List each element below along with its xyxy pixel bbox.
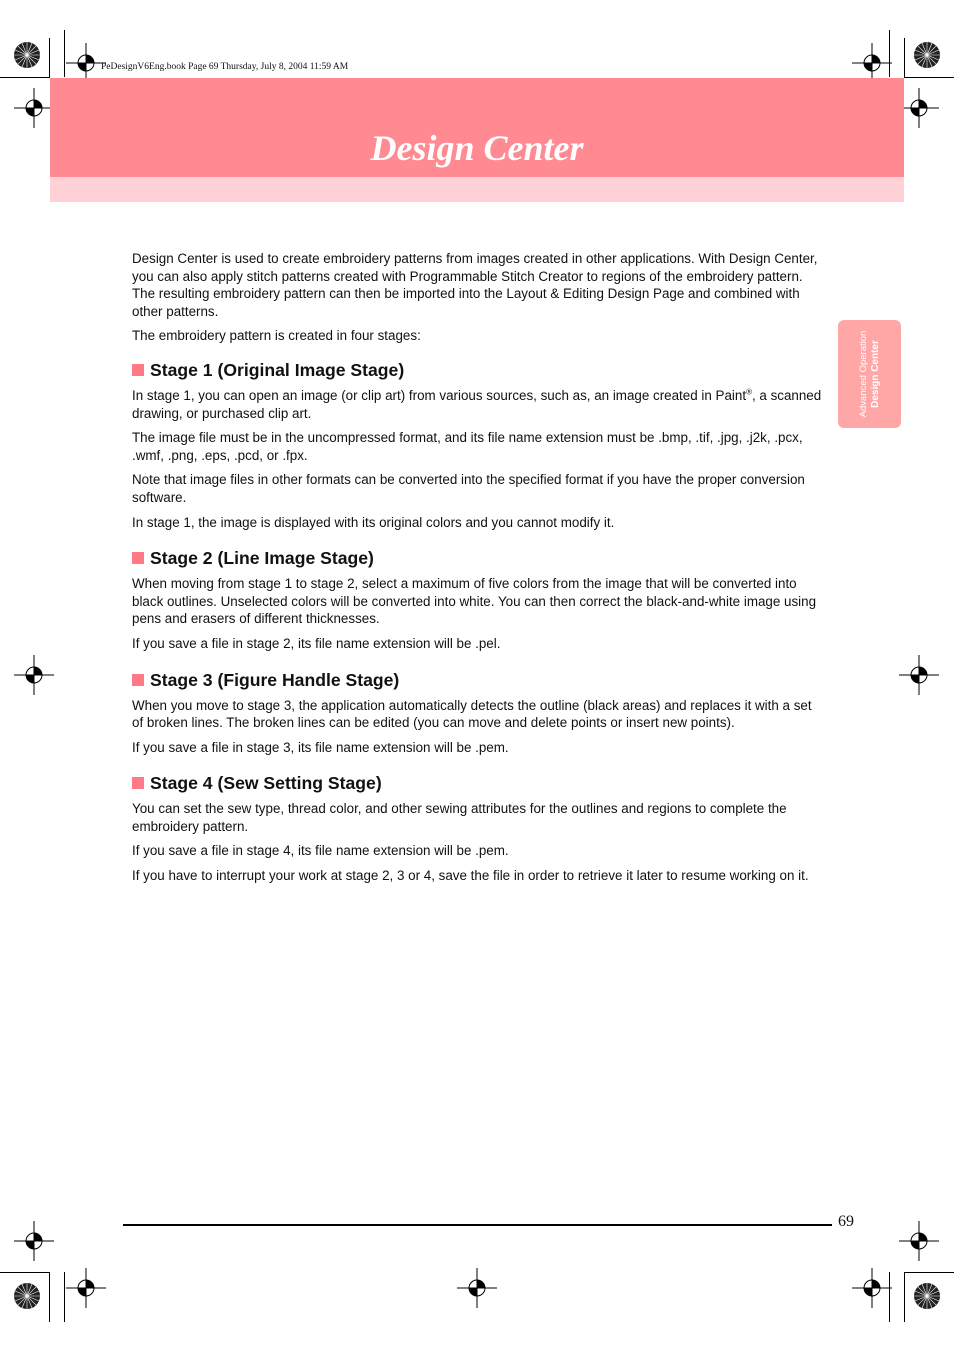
square-bullet-icon: [132, 777, 144, 789]
crosshair-target-icon: [14, 655, 54, 695]
heading-text: Stage 2 (Line Image Stage): [150, 548, 374, 569]
registered-mark: ®: [746, 387, 752, 397]
heading-text: Stage 3 (Figure Handle Stage): [150, 669, 400, 690]
intro-paragraph: The embroidery pattern is created in four stages:: [132, 328, 421, 344]
page-title: Design Center: [370, 128, 584, 168]
section-heading-stage2: [132, 547, 822, 569]
crosshair-target-icon: [66, 1268, 106, 1308]
radial-starburst-icon: [912, 1281, 942, 1311]
section-heading-stage4: [132, 772, 822, 794]
body-paragraph: When you move to stage 3, the application automatically detects the outline (black areas) and replaces it with a set of broken lines. The broken lines can be edited (you can move and delete points or insert new points).: [132, 697, 812, 731]
section-heading-stage3: [132, 669, 822, 691]
crosshair-target-icon: [852, 1268, 892, 1308]
intro-paragraph: Design Center is used to create embroidery patterns from images created in other applications. With Design Center, you can also apply stitch patterns created with Programmable Stitch Creator to regions of the embroidery pattern. The resulting embroidery pattern can then be imported into the Layout & Editing Design Page and combined with other patterns.: [132, 251, 818, 319]
square-bullet-icon: [132, 674, 144, 686]
radial-starburst-icon: [12, 1281, 42, 1311]
crosshair-target-icon: [14, 88, 54, 128]
side-tab-label: [858, 331, 882, 418]
body-paragraph: If you save a file in stage 4, its file name extension will be .pem.: [132, 843, 509, 859]
text-run: In stage 1, you can open an image (or clip art) from various sources, such as, an image created in Paint: [132, 387, 747, 403]
body-paragraph: Note that image files in other formats can be converted into the specified format if you have the proper conversion software.: [132, 472, 805, 505]
crosshair-target-icon: [66, 43, 106, 83]
crosshair-target-icon: [899, 88, 939, 128]
square-bullet-icon: [132, 364, 144, 376]
body-paragraph: You can set the sew type, thread color, and other sewing attributes for the outlines and regions to complete the embroidery pattern.: [132, 801, 787, 834]
section-heading-stage1: [132, 359, 822, 381]
body-paragraph: If you save a file in stage 2, its file name extension will be .pel.: [132, 635, 501, 651]
side-tab-chapter: Advanced Operation: [857, 330, 869, 418]
radial-starburst-icon: [912, 40, 942, 70]
square-bullet-icon: [132, 552, 144, 564]
side-tab-section: Design Center: [869, 340, 881, 408]
crosshair-target-icon: [457, 1268, 497, 1308]
main-content: [132, 250, 822, 892]
print-header: PeDesignV6Eng.book Page 69 Thursday, July 8, 2004 11:59 AM: [101, 62, 349, 72]
title-banner-strip: [50, 177, 904, 202]
crosshair-target-icon: [14, 1221, 54, 1261]
crosshair-target-icon: [899, 1221, 939, 1261]
body-paragraph: In stage 1, the image is displayed with its original colors and you cannot modify it.: [132, 514, 615, 530]
crosshair-target-icon: [899, 655, 939, 695]
crosshair-target-icon: [852, 43, 892, 83]
heading-text: Stage 4 (Sew Setting Stage): [150, 773, 382, 794]
body-paragraph: When moving from stage 1 to stage 2, select a maximum of five colors from the image that will be converted into black outlines. Unselected colors will be converted into white. You can then correct the black-and-white image using pens and erasers of different thicknesses.: [132, 576, 817, 627]
page-number: 69: [838, 1213, 854, 1230]
body-paragraph: If you have to interrupt your work at stage 2, 3 or 4, save the file in order to retrieve it later to resume working on it.: [132, 868, 809, 884]
footer-rule: [123, 1224, 832, 1226]
text-run: , a scanned drawing, or purchased clip art.: [132, 387, 822, 421]
body-paragraph: [132, 387, 822, 422]
heading-text: Stage 1 (Original Image Stage): [150, 359, 405, 380]
body-paragraph: If you save a file in stage 3, its file name extension will be .pem.: [132, 739, 509, 755]
section-side-tab[interactable]: [838, 320, 901, 428]
radial-starburst-icon: [12, 40, 42, 70]
body-paragraph: The image file must be in the uncompressed format, and its file name extension must be .bmp, .tif, .jpg, .j2k, .pcx, .wmf, .png, .eps, .pcd, or .fpx.: [132, 430, 803, 463]
